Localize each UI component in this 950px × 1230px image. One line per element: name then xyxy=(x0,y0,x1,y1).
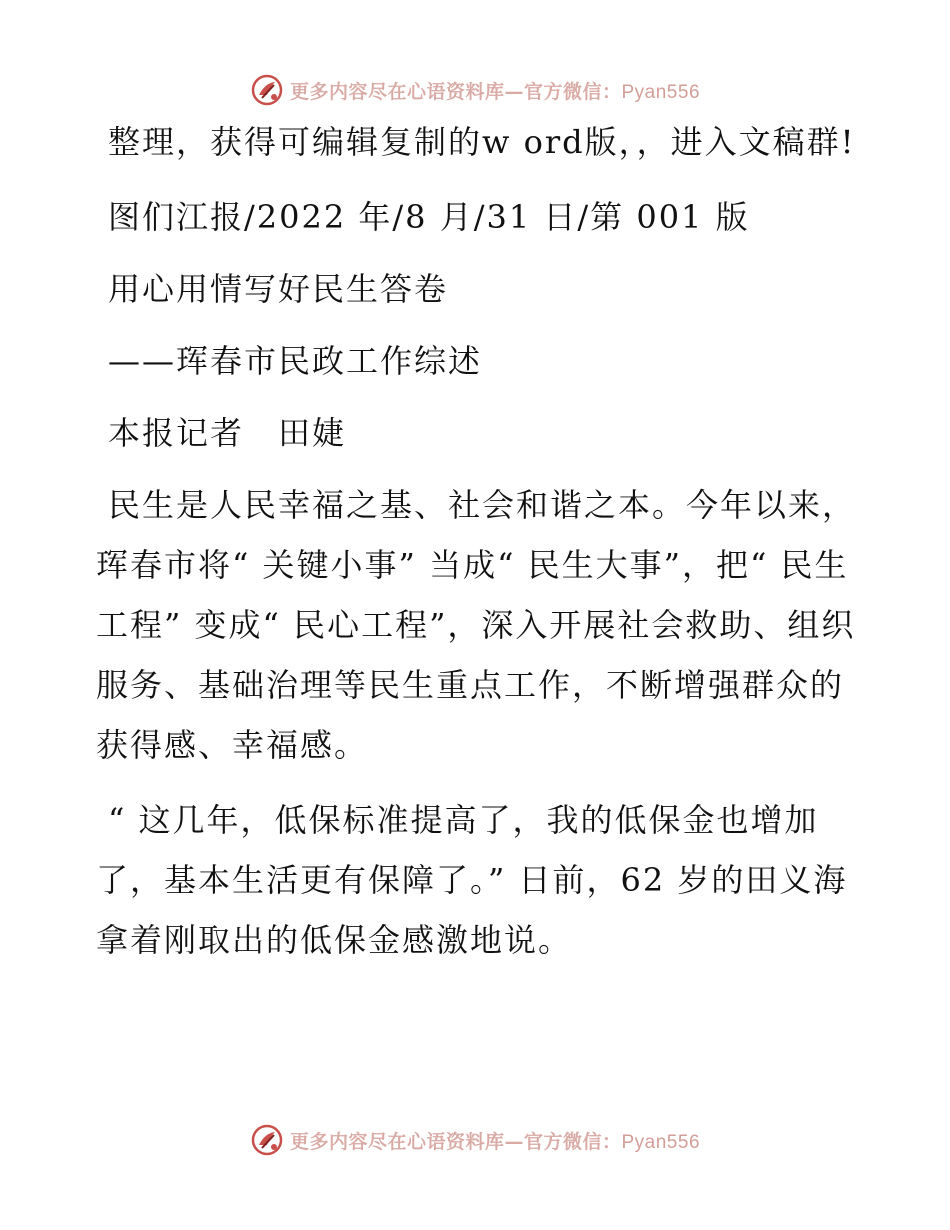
article-headline: 用心用情写好民生答卷 xyxy=(108,270,449,308)
document-body xyxy=(96,112,856,985)
footer-watermark xyxy=(0,1120,950,1160)
logo-seal-icon xyxy=(250,1123,284,1157)
article-subheadline: ——珲春市民政工作综述 xyxy=(108,342,483,380)
dateline: 图们江报/2022 年/8 月/31 日/第 001 版 xyxy=(108,198,750,236)
paragraph-1: 民生是人民幸福之基、社会和谐之本。今年以来，珲春市将“ 关键小事” 当成“ 民生大事”，把“ 民生工程” 变成“ 民心工程”，深入开展社会救助、组织服务、基础治理等民生重点工作，不断增强群众的获得感、幸福感。 xyxy=(96,486,857,764)
watermark-handle: Pyan556 xyxy=(621,81,701,103)
watermark-handle: Pyan556 xyxy=(621,1131,701,1153)
header-watermark xyxy=(0,70,950,110)
watermark-text: 更多内容尽在心语资料库—官方微信：Pyan556 xyxy=(289,80,701,103)
intro-line: 整理，获得可编辑复制的w ord版，，进入文稿群! xyxy=(108,123,856,161)
watermark-text: 更多内容尽在心语资料库—官方微信：Pyan556 xyxy=(289,1130,701,1153)
byline: 本报记者 田婕 xyxy=(108,414,347,452)
logo-seal-icon xyxy=(250,73,284,107)
paragraph-2: “ 这几年，低保标准提高了，我的低保金也增加了，基本生活更有保障了。” 日前，62 岁的田义海拿着刚取出的低保金感激地说。 xyxy=(96,801,848,959)
